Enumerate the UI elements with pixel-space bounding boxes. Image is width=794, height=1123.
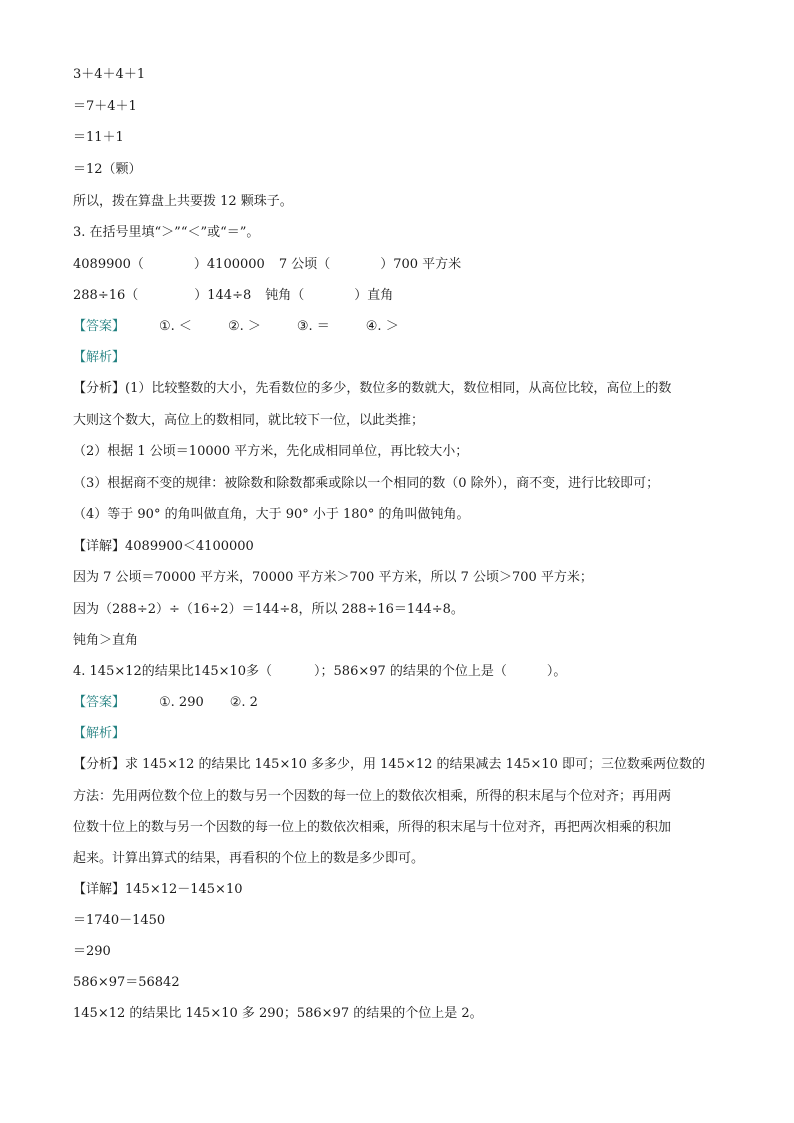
q4-analysis-1: 【分析】求 145×12 的结果比 145×10 多多少，用 145×12 的结果减去 145×10 即可；三位数乘两位数的 (73, 757, 706, 772)
q3-r2-c: 钝角（ (265, 288, 305, 303)
q3-r2-b: ）144÷8 (194, 288, 252, 303)
q4-analysis-2: 方法：先用两位数个位上的数与另一个因数的每一位上的数依次相乘，所得的积末尾与个位对齐；再用两 (73, 789, 672, 804)
answer-label: 【答案】 (73, 695, 126, 710)
q4-analysis-3: 位数十位上的数与另一个因数的每一位上的数依次相乘，所得的积末尾与十位对齐，再把两次相乘的积加 (73, 820, 672, 835)
q4-title-b: ）；586×97 的结果的个位上是（ (314, 664, 507, 679)
q4-answer-1: ①. 290 (159, 695, 204, 710)
question-3-row-1 (73, 256, 461, 274)
q3-r1-a: 4089900（ (73, 257, 144, 272)
calc-line-3: ＝11＋1 (73, 130, 124, 145)
q4-title-a: 4. 145×12的结果比145×10多（ (73, 664, 273, 679)
question-3-title: 3. 在括号里填“＞”“＜”或“＝”。 (73, 225, 260, 240)
q4-detail-4: 586×97＝56842 (73, 975, 180, 990)
q3-detail-4: 钝角＞直角 (73, 633, 139, 648)
calc-line-4: ＝12（颗） (73, 162, 142, 177)
question-4-analysis-label: 【解析】 (73, 726, 126, 741)
q3-analysis-2: 大则这个数大，高位上的数相同，就比较下一位，以此类推； (73, 413, 425, 428)
q3-detail-2: 因为 7 公顷＝70000 平方米，70000 平方米＞700 平方米，所以 7 公顷＞700 平方米； (73, 570, 593, 585)
q3-detail-3: 因为（288÷2）÷（16÷2）＝144÷8，所以 288÷16＝144÷8。 (73, 602, 464, 617)
q3-answer-4: ④. ＞ (365, 319, 399, 334)
q4-detail-1: 【详解】145×12－145×10 (73, 882, 243, 897)
calc-line-2: ＝7＋4＋1 (73, 99, 137, 114)
q4-detail-2: ＝1740－1450 (73, 913, 166, 928)
conclusion-line: 所以，拨在算盘上共要拨 12 颗珠子。 (73, 194, 293, 209)
q3-r1-d: ）700 平方米 (380, 257, 462, 272)
q4-detail-3: ＝290 (73, 944, 111, 959)
q4-answer-2: ②. 2 (229, 695, 258, 710)
answer-label: 【答案】 (73, 319, 126, 334)
q3-r2-a: 288÷16（ (73, 288, 139, 303)
q4-title-c: ）。 (546, 664, 567, 679)
q3-analysis-3: （2）根据 1 公顷＝10000 平方米，先化成相同单位，再比较大小； (73, 444, 469, 459)
q3-analysis-1: 【分析】(1）比较整数的大小，先看数位的多少，数位多的数就大，数位相同，从高位比较，高位上的数 (73, 381, 672, 396)
q3-r1-c: 7 公顷（ (278, 257, 331, 272)
q3-r2-d: ）直角 (354, 288, 394, 303)
calc-line-1: 3＋4＋4＋1 (73, 67, 146, 82)
question-4-answer (73, 694, 258, 712)
question-4-title (73, 663, 566, 681)
q3-analysis-5: （4）等于 90° 的角叫做直角，大于 90° 小于 180° 的角叫做钝角。 (73, 507, 470, 522)
q4-detail-5: 145×12 的结果比 145×10 多 290；586×97 的结果的个位上是 2。 (73, 1006, 483, 1021)
q3-answer-2: ②. ＞ (227, 319, 261, 334)
question-3-answer (73, 318, 399, 336)
q3-answer-1: ①. ＜ (159, 319, 192, 334)
question-3-row-2 (73, 287, 393, 305)
q3-r1-b: ）4100000 (193, 257, 265, 272)
q3-answer-3: ③. ＝ (296, 319, 330, 334)
q4-analysis-4: 起来。计算出算式的结果，再看积的个位上的数是多少即可。 (73, 851, 425, 866)
q3-analysis-4: （3）根据商不变的规律：被除数和除数都乘或除以一个相同的数（0 除外），商不变，进行比较即可； (73, 476, 660, 491)
q3-detail-1: 【详解】4089900＜4100000 (73, 539, 254, 554)
question-3-analysis-label: 【解析】 (73, 350, 126, 365)
